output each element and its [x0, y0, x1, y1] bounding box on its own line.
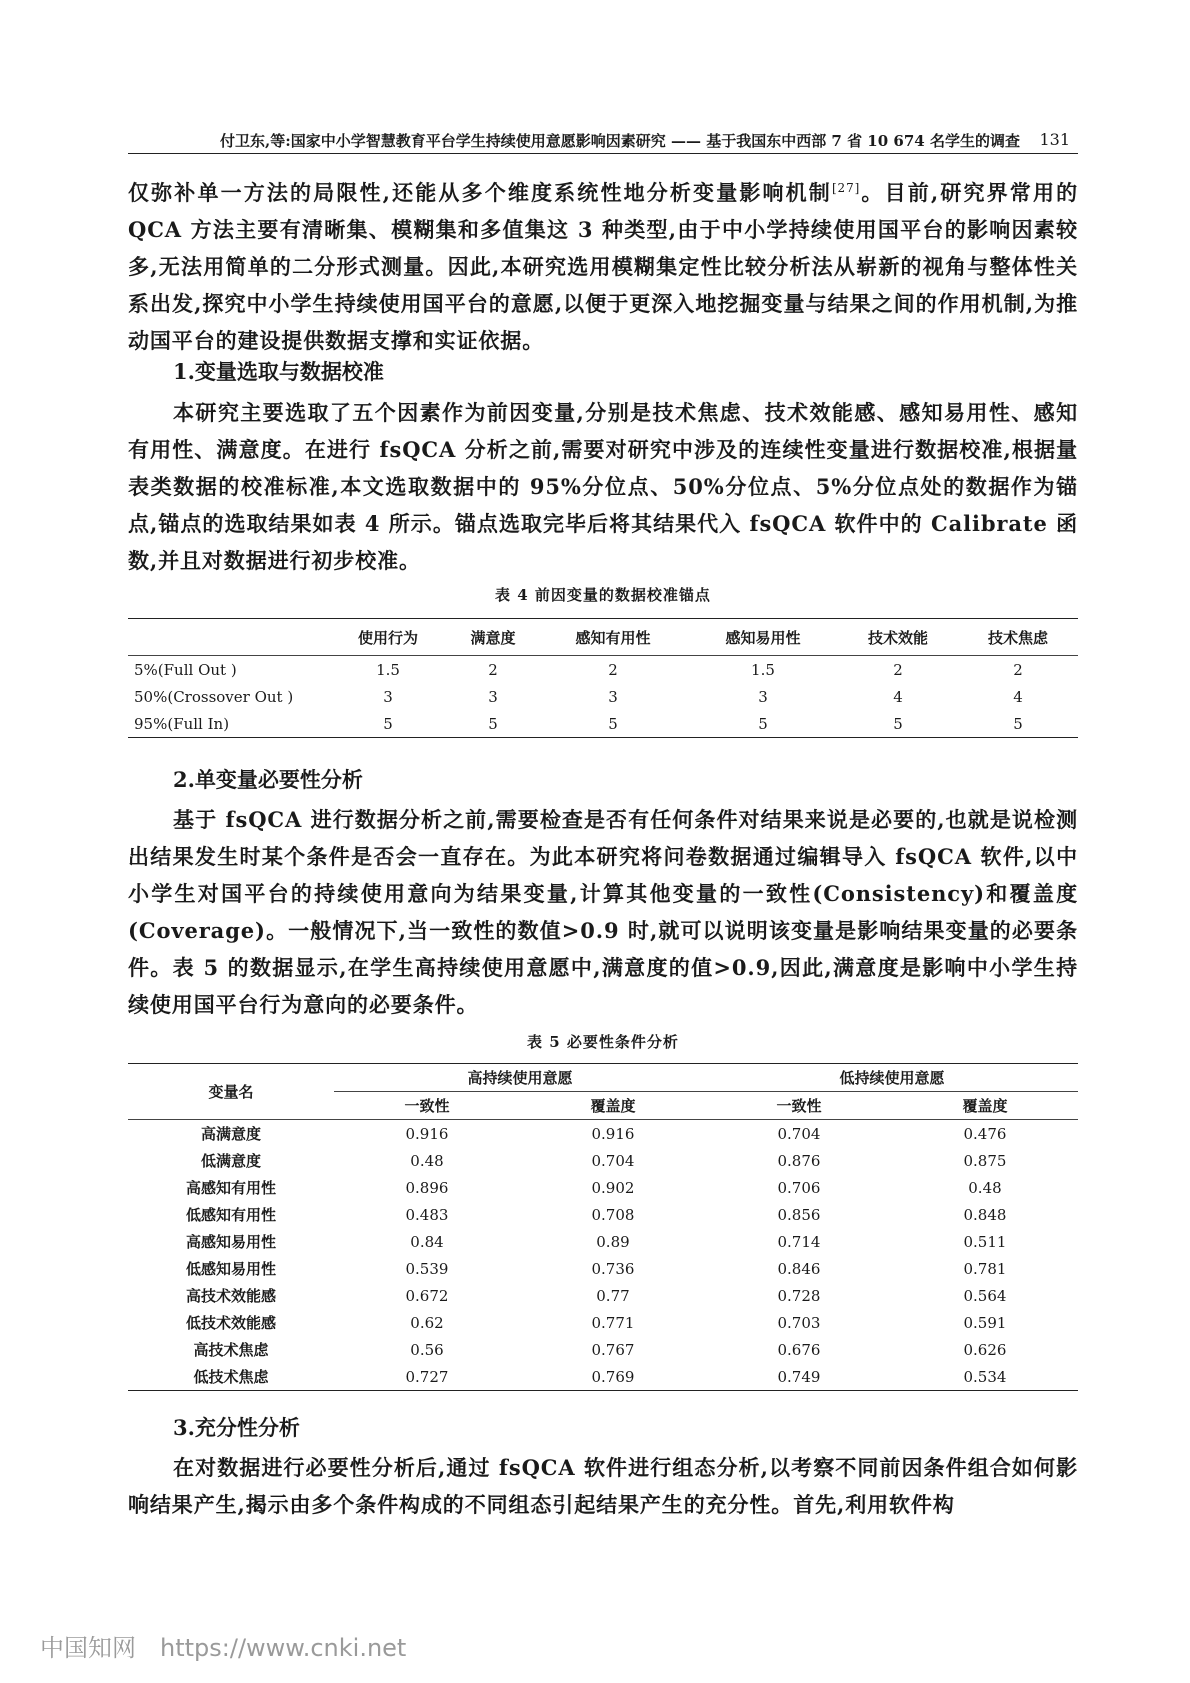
table4-header-cell — [128, 619, 328, 656]
table4-caption: 表 4 前因变量的数据校准锚点 — [495, 586, 711, 604]
paragraph-4: 在对数据进行必要性分析后,通过 fsQCA 软件进行组态分析,以考察不同前因条件组合如何影响结果产生,揭示由多个条件构成的不同组态引起结果产生的充分性。首先,利用软件构 — [128, 1455, 1078, 1517]
table5-cell: 0.48 — [968, 1178, 1002, 1197]
table5-cell: 0.511 — [963, 1232, 1007, 1251]
table-row — [128, 1228, 1078, 1255]
table5-cell: 0.771 — [591, 1313, 635, 1332]
table-row — [128, 1336, 1078, 1363]
table5-cell: 0.89 — [596, 1232, 630, 1251]
table4-header-row — [128, 619, 1078, 656]
table5-var-header: 变量名 — [128, 1064, 334, 1120]
table4-header-cell: 使用行为 — [328, 619, 448, 656]
table-row — [128, 710, 1078, 738]
table5-cell: 0.781 — [963, 1259, 1007, 1278]
table5-cell: 0.876 — [777, 1151, 821, 1170]
page-number: 131 — [1039, 130, 1070, 149]
table-row — [128, 1309, 1078, 1336]
table-row — [128, 1147, 1078, 1174]
table5-row-label: 低感知易用性 — [185, 1260, 276, 1278]
table-row — [128, 683, 1078, 710]
table5-group-low: 低持续使用意愿 — [706, 1064, 1078, 1092]
table5-cell: 0.902 — [591, 1178, 635, 1197]
table5-cell: 0.591 — [963, 1313, 1007, 1332]
table4-cell: 1.5 — [751, 660, 775, 679]
table4-cell: 5 — [383, 714, 393, 733]
table4-cell: 5%(Full Out ) — [134, 660, 237, 679]
table5-cell: 0.564 — [963, 1286, 1007, 1305]
table5-cell: 0.483 — [405, 1205, 449, 1224]
table5-group-high: 高持续使用意愿 — [334, 1064, 706, 1092]
table5-row-label: 高技术效能感 — [185, 1287, 276, 1305]
table4-cell: 95%(Full In) — [134, 714, 230, 733]
table-row — [128, 1120, 1078, 1148]
table4-cell: 3 — [488, 687, 498, 706]
watermark-brand: 中国知网 — [40, 1634, 136, 1662]
table4-cell: 4 — [1013, 687, 1023, 706]
table5-row-label: 低感知有用性 — [185, 1206, 276, 1224]
table4-cell: 3 — [383, 687, 393, 706]
table5-subheader-cell: 覆盖度 — [520, 1092, 706, 1120]
table5-cell: 0.714 — [777, 1232, 821, 1251]
table5-cell: 0.56 — [410, 1340, 444, 1359]
table5-subheader-cell: 一致性 — [334, 1092, 520, 1120]
table5-cell: 0.704 — [591, 1151, 635, 1170]
table5-cell: 0.626 — [963, 1340, 1007, 1359]
paragraph-1 — [128, 170, 1078, 359]
paragraph-1-text-a: 仅弥补单一方法的局限性,还能从多个维度系统性地分析变量影响机制 — [128, 180, 832, 205]
table5-cell: 0.703 — [777, 1313, 821, 1332]
section-heading-1: 1.变量选取与数据校准 — [173, 359, 384, 384]
watermark-url: https://www.cnki.net — [160, 1634, 407, 1662]
table-row — [128, 1363, 1078, 1391]
paragraph-2: 本研究主要选取了五个因素作为前因变量,分别是技术焦虑、技术效能感、感知易用性、感知有用性、满意度。在进行 fsQCA 分析之前,需要对研究中涉及的连续性变量进行数据校准,根据量表类数据的校准标准,本文选取数据中的 95%分位点、50%分位点、5%分位点处的数据作为锚点,锚点的选取结果如表 4 所示。锚点选取完毕后将其结果代入 fsQCA 软件中的 Calibrate 函数,并且对数据进行初步校准。 — [128, 400, 1078, 573]
section-heading-3: 3.充分性分析 — [173, 1415, 300, 1440]
table5-cell: 0.848 — [963, 1205, 1007, 1224]
cnki-watermark — [40, 1628, 406, 1663]
table4-cell: 1.5 — [376, 660, 400, 679]
section-heading-2: 2.单变量必要性分析 — [173, 767, 363, 792]
table5-cell: 0.769 — [591, 1367, 635, 1386]
table4-cell: 3 — [608, 687, 618, 706]
table5-row-label: 低技术效能感 — [185, 1314, 276, 1332]
table5-cell: 0.48 — [410, 1151, 444, 1170]
table4-cell: 4 — [893, 687, 903, 706]
table5-cell: 0.62 — [410, 1313, 444, 1332]
table5-cell: 0.539 — [405, 1259, 449, 1278]
running-title: 付卫东,等:国家中小学智慧教育平台学生持续使用意愿影响因素研究 —— 基于我国东中西部 7 省 10 674 名学生的调查 — [220, 132, 1020, 150]
table5-cell: 0.916 — [405, 1124, 449, 1143]
table4-cell: 5 — [488, 714, 498, 733]
table5-row-label: 低技术焦虑 — [193, 1368, 269, 1386]
table5-cell: 0.896 — [405, 1178, 449, 1197]
table4-cell: 2 — [1013, 660, 1023, 679]
table5-caption: 表 5 必要性条件分析 — [527, 1033, 679, 1051]
table4-header-cell: 感知易用性 — [688, 619, 838, 656]
table4-header-cell: 满意度 — [448, 619, 538, 656]
table5-cell: 0.672 — [405, 1286, 449, 1305]
table4-cell: 5 — [893, 714, 903, 733]
table4-header-cell: 技术焦虑 — [958, 619, 1078, 656]
table5-cell: 0.77 — [596, 1286, 630, 1305]
table4-cell: 2 — [893, 660, 903, 679]
paragraph-1-text-b: 。目前,研究界常用的 QCA 方法主要有清晰集、模糊集和多值集这 3 种类型,由于中小学持续使用国平台的影响因素较多,无法用简单的二分形式测量。因此,本研究选用模糊集定性比较分析法从崭新的视角与整体性关系出发,探究中小学生持续使用国平台的意愿,以便于更深入地挖掘变量与结果之间的作用机制,为推动国平台的建设提供数据支撑和实证依据。 — [128, 180, 1078, 353]
table5-cell: 0.706 — [777, 1178, 821, 1197]
paragraph-3: 基于 fsQCA 进行数据分析之前,需要检查是否有任何条件对结果来说是必要的,也就是说检测出结果发生时某个条件是否会一直存在。为此本研究将问卷数据通过编辑导入 fsQCA 软件,以中小学生对国平台的持续使用意向为结果变量,计算其他变量的一致性(Consistency)和覆盖度(Coverage)。一般情况下,当一致性的数值>0.9 时,就可以说明该变量是影响结果变量的必要条件。表 5 的数据显示,在学生高持续使用意愿中,满意度的值>0.9,因此,满意度是影响中小学生持续使用国平台行为意向的必要条件。 — [128, 807, 1078, 1017]
table5-cell: 0.704 — [777, 1124, 821, 1143]
table5-cell: 0.476 — [963, 1124, 1007, 1143]
table5-row-label: 高感知易用性 — [185, 1233, 276, 1251]
table4-header-cell: 技术效能 — [838, 619, 958, 656]
citation-ref: [27] — [831, 181, 861, 195]
table5-subheader-cell: 覆盖度 — [892, 1092, 1078, 1120]
table5-header-row — [128, 1064, 1078, 1092]
table5-cell: 0.736 — [591, 1259, 635, 1278]
table4-cell: 50%(Crossover Out ) — [134, 687, 294, 706]
table4-header-cell: 感知有用性 — [538, 619, 688, 656]
table-row — [128, 1282, 1078, 1309]
table4-cell: 5 — [1013, 714, 1023, 733]
table5-row-label: 高技术焦虑 — [193, 1341, 269, 1359]
table5-cell: 0.875 — [963, 1151, 1007, 1170]
table5-subheader-cell: 一致性 — [706, 1092, 892, 1120]
table4-cell: 2 — [488, 660, 498, 679]
table4 — [128, 618, 1078, 738]
table-row — [128, 1174, 1078, 1201]
table5-row-label: 高满意度 — [200, 1125, 261, 1143]
table4-cell: 5 — [758, 714, 768, 733]
table5-cell: 0.84 — [410, 1232, 444, 1251]
table5-cell: 0.749 — [777, 1367, 821, 1386]
table5-row-label: 低满意度 — [200, 1152, 261, 1170]
table5-cell: 0.708 — [591, 1205, 635, 1224]
table5 — [128, 1063, 1078, 1391]
table5-cell: 0.727 — [405, 1367, 449, 1386]
table5-cell: 0.846 — [777, 1259, 821, 1278]
table5-cell: 0.916 — [591, 1124, 635, 1143]
table5-cell: 0.856 — [777, 1205, 821, 1224]
table5-cell: 0.676 — [777, 1340, 821, 1359]
table5-cell: 0.767 — [591, 1340, 635, 1359]
table5-row-label: 高感知有用性 — [185, 1179, 276, 1197]
table-row — [128, 1201, 1078, 1228]
table-row — [128, 656, 1078, 684]
table4-cell: 2 — [608, 660, 618, 679]
table4-cell: 3 — [758, 687, 768, 706]
table-row — [128, 1255, 1078, 1282]
running-header — [128, 125, 1078, 154]
table4-cell: 5 — [608, 714, 618, 733]
table5-cell: 0.728 — [777, 1286, 821, 1305]
table5-cell: 0.534 — [963, 1367, 1007, 1386]
